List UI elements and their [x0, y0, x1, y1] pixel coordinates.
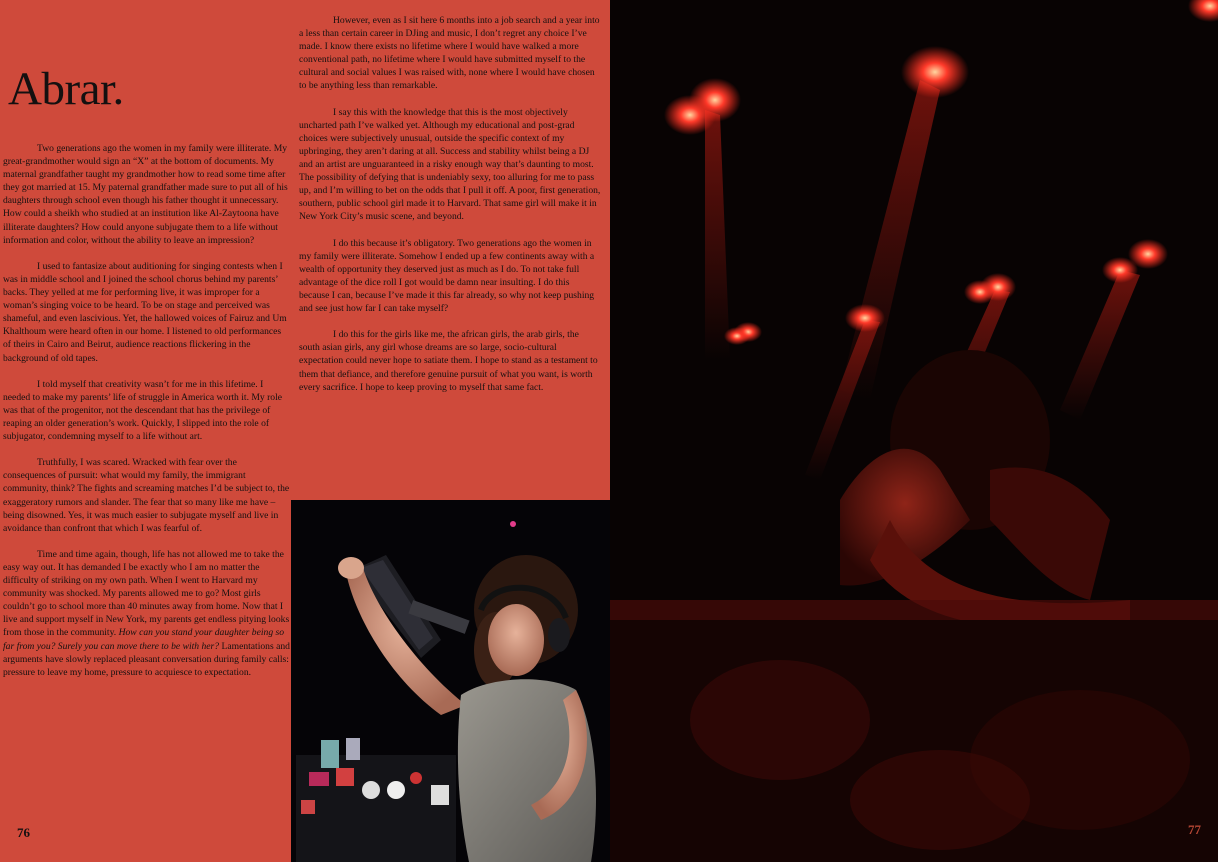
paragraph: I told myself that creativity wasn’t for me in this lifetime. I needed to make my parents’ life of struggle in America worth it. My role was that of the progenitor, not the descendant that has the privilege of reaping an older generation’s work. Quickly, I slipped into the role of subjugator, condemning myself to a life without art.: [3, 378, 283, 443]
italic-quote: How can you stand your daughter being so far from you? Surely you can move there to be with her?: [3, 627, 285, 652]
dj-photo-illustration: [291, 500, 610, 862]
right-page-photo: [610, 0, 1218, 862]
paragraph: Two generations ago the women in my family were illiterate. My great-grandmother would sign an “X” at the bottom of documents. My maternal grandfather taught my grandmother how to read some time after they got married at 15. My paternal grandfather made sure to put all of his daughters through school even though his father thought it unnecessary. How could a sheikh who studied at an institution like Al-Zaytoona have illiterate daughters? How could anyone subjugate them to a life without information and color, without the ability to leave an impression?: [3, 143, 288, 246]
paragraph-text: Time and time again, though, life has not allowed me to take the easy way out. It has demanded I be exactly who I am no matter the difficulty of striking on my own path. When I went to Harvard my community was shocked. My parents allowed me to go? Most girls couldn’t go to school more than 40 minutes away from home. Now that I live and support myself in New York, my parents get endless pitying looks from those in the community.: [3, 548, 290, 639]
paragraph: I do this for the girls like me, the african girls, the arab girls, the south asian girls, any girl whose dreams are so large, socio-cultural expectation could never hope to satiate them. I hope to stand as a testament to them that defiance, and therefore genuine pursuit of what you want, is worth every sacrifice. I hope to keep proving to myself that same fact.: [299, 329, 598, 393]
article-title: Abrar.: [8, 63, 124, 115]
paragraph: [3, 548, 290, 679]
paragraph: Truthfully, I was scared. Wracked with fear over the consequences of pursuit: what would my family, the immigrant community, think? The fights and screaming matches I’d be subject to, the exaggeratory rumors and slander. The fear that so many like me have – being disowned. Yes, it was much easier to subjugate myself and live in avoidance than confront that which I was fearful of.: [3, 457, 290, 534]
left-text-column: [3, 142, 290, 692]
page-number-right: 77: [1188, 822, 1201, 837]
stage-photo-illustration: [610, 0, 1218, 862]
paragraph-text: Lamentations and arguments have slowly replaced pleasant conversation during family calls: pressure to leave my home, pressure to acquiesce to expectation.: [3, 640, 290, 678]
paragraph: However, even as I sit here 6 months into a job search and a year into a less than certain career in DJing and music, I don’t regret any choice I’ve made. I know there exists no lifetime where I would have walked a more conventional path, no lifetime where I would have submitted myself to the cultural and social values I was raised with, none where I would have chosen to be anything less than remarkable.: [299, 15, 600, 92]
page-number-left: 76: [17, 825, 30, 840]
dj-photo: [291, 500, 610, 862]
paragraph: I do this because it’s obligatory. Two generations ago the women in my family were illiterate. Somehow I ended up a few continents away with a wealth of opportunity they deserved just as much as I do. To not take full advantage of the dice roll I got would be damn near insulting. I do this because I can, because I’ve made it this far already, so why not keep pushing and see just how far I can take myself?: [299, 237, 595, 315]
paragraph: I used to fantasize about auditioning for singing contests when I was in middle school and I joined the school chorus behind my parents’ backs. They yelled at me for performing live, it was improper for a woman’s singing voice to be heard. To be on stage and perceived was shameful, and even lascivious. Yet, the hallowed voices of Fairuz and Um Khalthoum were heard often in our home. I listened to old performances of theirs in Cairo and Beirut, audience reactions flickering in the background of old tapes.: [3, 260, 287, 364]
paragraph: I say this with the knowledge that this is the most objectively uncharted path I’ve walked yet. Although my educational and post-grad choices were subjectively unusual, outside the specific context of my upbringing, they aren’t daring at all. Success and stability whilst being a DJ and an artist are unguaranteed in a risky enough way that’s daunting to most. The possibility of defying that is undeniably sexy, too alluring for me to pass up, and I’m willing to bet on the odds that I pull it off. A poor, first generation, southern, public school girl made it to Harvard. That same girl will make it in New York City’s music scene, and beyond.: [299, 106, 601, 223]
right-text-column: [299, 14, 602, 407]
